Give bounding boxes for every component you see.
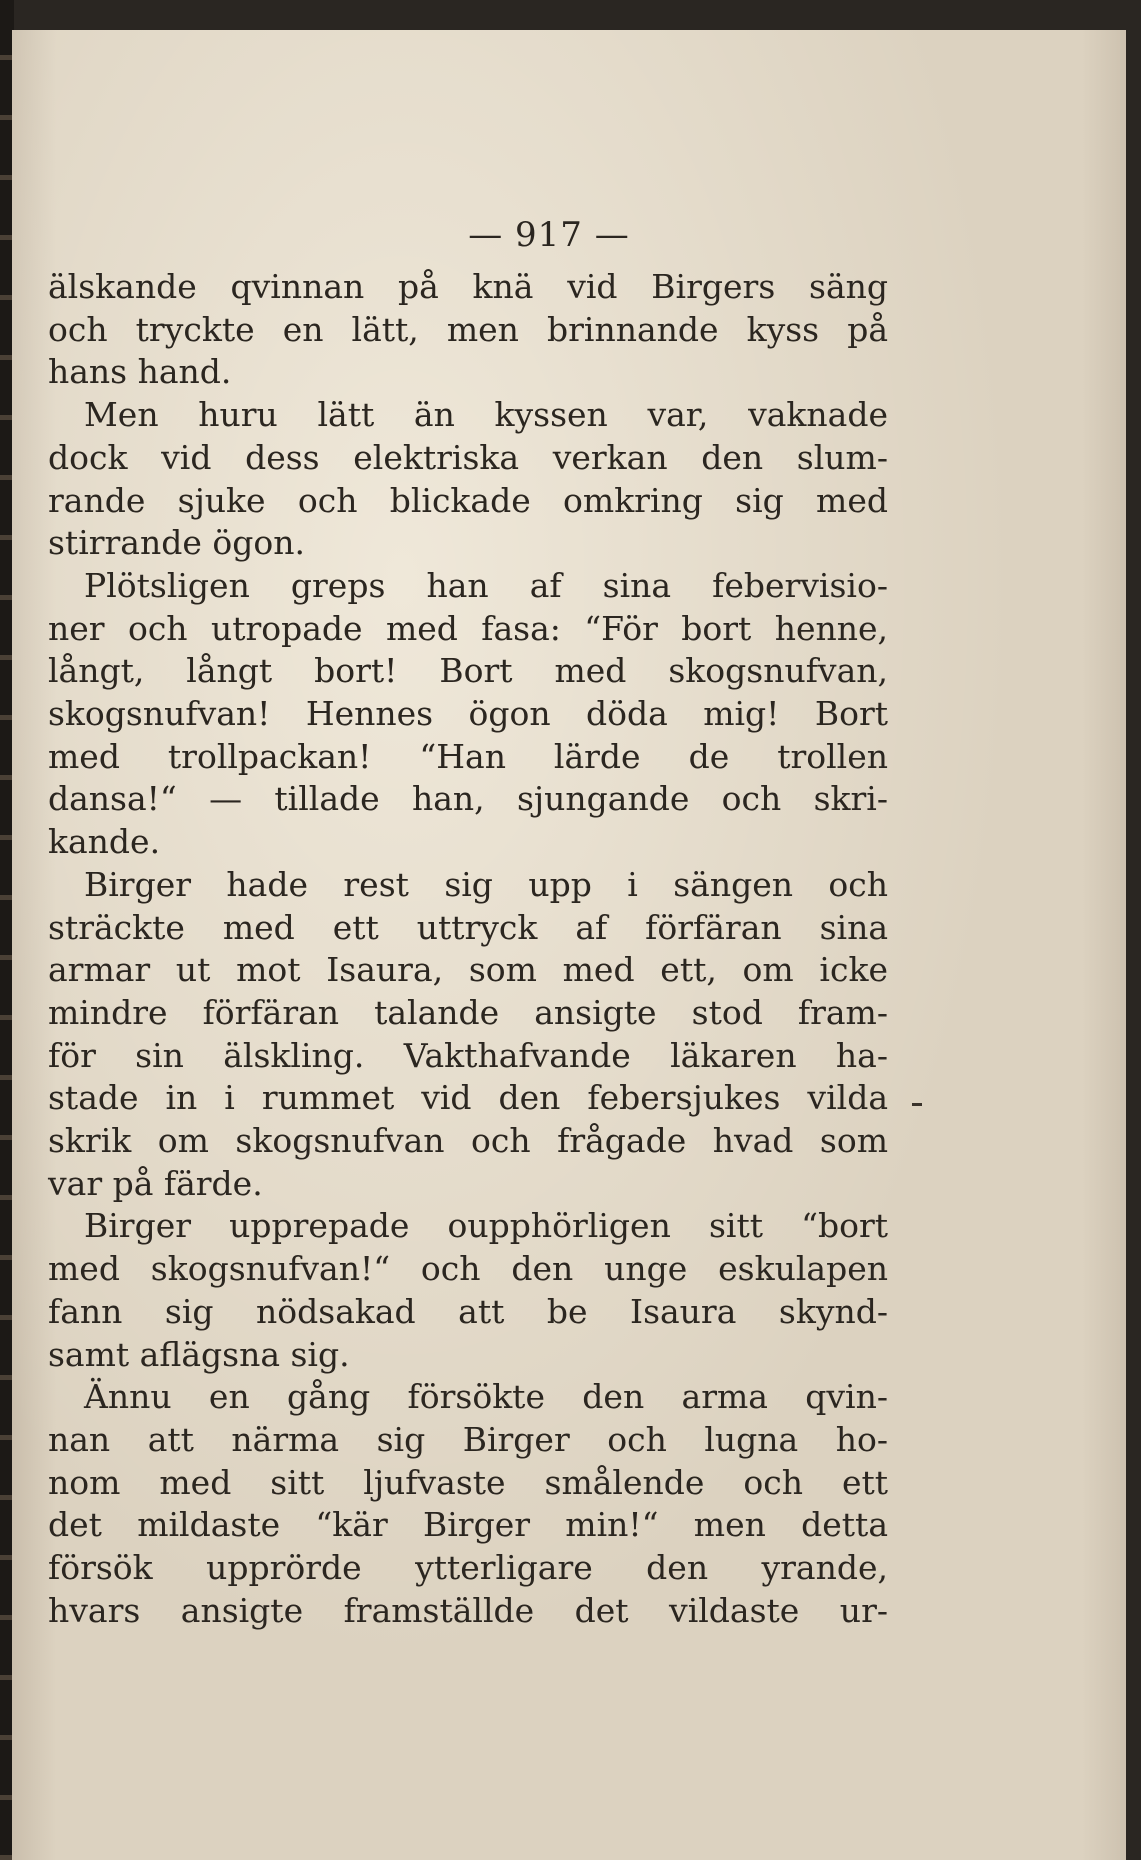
text-line: mindre förfäran talande ansigte stod fram-	[48, 992, 888, 1032]
page-number: — 917 —	[468, 215, 630, 255]
text-line: långt, långt bort! Bort med skogsnufvan,	[48, 651, 888, 691]
text-line: skogsnufvan! Hennes ögon döda mig! Bort	[48, 694, 888, 734]
text-line: nom med sitt ljufvaste smålende och ett	[48, 1462, 888, 1502]
text-line: nan att närma sig Birger och lugna ho-	[48, 1419, 888, 1459]
text-line: Plötsligen greps han af sina febervisio-	[84, 565, 888, 605]
text-line: med trollpackan! “Han lärde de trollen	[48, 736, 888, 776]
text-line: Birger upprepade oupphörligen sitt “bort	[84, 1206, 888, 1246]
book-page	[12, 30, 1126, 1860]
text-line: armar ut mot Isaura, som med ett, om icke	[48, 950, 888, 990]
margin-mark	[912, 1103, 922, 1106]
text-line: sträckte med ett uttryck af förfäran sina	[48, 907, 888, 947]
text-line: Birger hade rest sig upp i sängen och	[84, 864, 888, 904]
text-line: med skogsnufvan!“ och den unge eskulapen	[48, 1249, 888, 1289]
text-line: hvars ansigte framställde det vildaste ur-	[48, 1590, 888, 1630]
text-line: ner och utropade med fasa: “För bort henne,	[48, 608, 888, 648]
text-line: dansa!“ — tillade han, sjungande och skri-	[48, 779, 888, 819]
text-line: rande sjuke och blickade omkring sig med	[48, 480, 888, 520]
text-line: stade in i rummet vid den febersjukes vilda	[48, 1078, 888, 1118]
text-line: dock vid dess elektriska verkan den slum-	[48, 437, 888, 477]
text-line: stirrande ögon.	[48, 523, 305, 563]
text-line: kande.	[48, 822, 161, 862]
text-line: hans hand.	[48, 352, 232, 392]
text-line: för sin älskling. Vakthafvande läkaren ha-	[48, 1035, 888, 1075]
text-line: det mildaste “kär Birger min!“ men detta	[48, 1505, 888, 1545]
text-line: var på färde.	[48, 1163, 263, 1203]
text-line: försök upprörde ytterligare den yrande,	[48, 1548, 888, 1588]
text-line: älskande qvinnan på knä vid Birgers säng	[48, 267, 888, 306]
text-line: och tryckte en lätt, men brinnande kyss på	[48, 309, 888, 349]
text-line: skrik om skogsnufvan och frågade hvad som	[48, 1121, 888, 1161]
text-line: samt aflägsna sig.	[48, 1334, 350, 1374]
body-text	[48, 266, 888, 1633]
text-line: fann sig nödsakad att be Isaura skynd-	[48, 1291, 888, 1331]
text-line: Ännu en gång försökte den arma qvin-	[84, 1377, 888, 1417]
text-line: Men huru lätt än kyssen var, vaknade	[84, 395, 888, 435]
